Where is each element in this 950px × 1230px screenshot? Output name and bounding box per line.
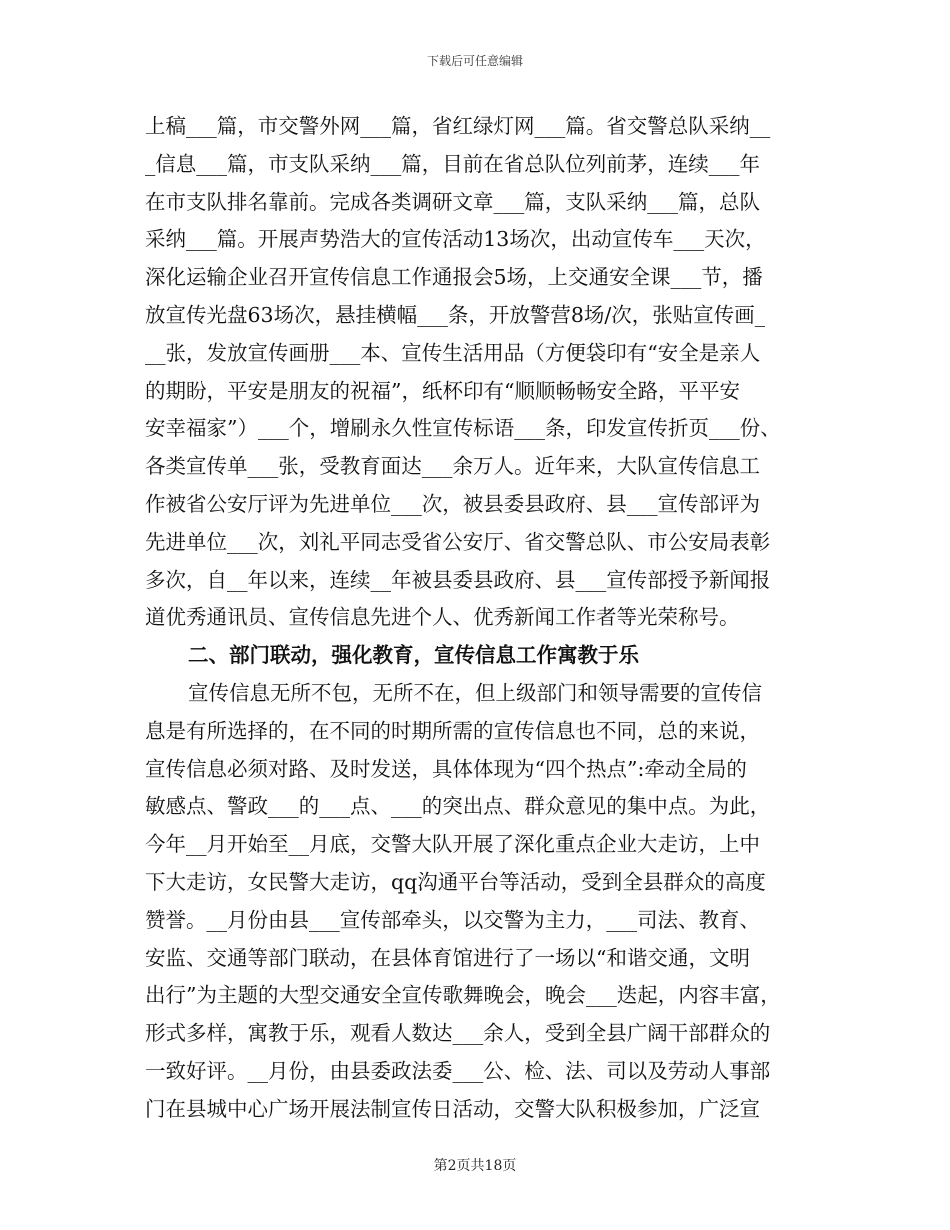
text-line: 各类宣传单___张，受教育面达___余万人。近年来，大队宣传信息工 xyxy=(145,454,760,479)
text-line: 作被省公安厅评为先进单位___次，被县委县政府、县___宣传部评为 xyxy=(145,491,760,516)
text-line: 安监、交通等部门联动，在县体育馆进行了一场以“和谐交通，文明 xyxy=(145,945,750,970)
text-line: 下大走访，女民警大走访，qq沟通平台等活动，受到全县群众的高度 xyxy=(145,869,766,894)
text-line: _信息___篇，市支队采纳___篇，目前在省总队位列前茅，连续___年 xyxy=(145,151,760,176)
section-heading: 二、部门联动，强化教育，宣传信息工作寓教于乐 xyxy=(188,643,639,668)
page-header: 下载后可任意编辑 xyxy=(426,54,523,68)
text-line: 安幸福家”）___个，增刷永久性宣传标语___条，印发宣传折页___份、 xyxy=(145,416,781,441)
text-line: 在市支队排名靠前。完成各类调研文章___篇，支队采纳___篇，总队 xyxy=(145,189,760,214)
text-line: 的期盼，平安是朋友的祝福”，纸杯印有“顺顺畅畅安全路，平平安 xyxy=(145,378,740,403)
text-line: 先进单位___次，刘礼平同志受省公安厅、省交警总队、市公安局表彰 xyxy=(145,529,771,554)
text-line: 道优秀通讯员、宣传信息先进个人、优秀新闻工作者等光荣称号。 xyxy=(145,605,740,630)
text-line: 息是有所选择的，在不同的时期所需的宣传信息也不同，总的来说， xyxy=(145,718,760,743)
text-line: 出行”为主题的大型交通安全宣传歌舞晚会，晚会___迭起，内容丰富， xyxy=(145,983,781,1008)
text-line: 赞誉。__月份由县___宣传部牵头，以交警为主力，___司法、教育、 xyxy=(145,907,760,932)
text-line: 放宣传光盘63场次，悬挂横幅___条，开放警营8场/次，张贴宣传画_ xyxy=(145,302,766,327)
text-line: 宣传信息无所不包，无所不在，但上级部门和领导需要的宣传信 xyxy=(188,680,762,705)
text-line: 敏感点、警政___的___点、___的突出点、群众意见的集中点。为此， xyxy=(145,794,771,819)
text-line: __张，发放宣传画册___本、宣传生活用品（方便袋印有“安全是亲人 xyxy=(145,340,761,365)
text-line: 今年__月开始至__月底，交警大队开展了深化重点企业大走访，上中 xyxy=(145,832,760,857)
text-line: 宣传信息必须对路、及时发送，具体体现为“四个热点”:牵动全局的 xyxy=(145,756,747,781)
text-line: 门在县城中心广场开展法制宣传日活动，交警大队积极参加，广泛宣 xyxy=(145,1096,760,1121)
paragraph-2 xyxy=(145,675,805,1129)
text-line: 一致好评。__月份，由县委政法委___公、检、法、司以及劳动人事部 xyxy=(145,1058,771,1083)
text-line: 多次，自__年以来，连续__年被县委县政府、县___宣传部授予新闻报 xyxy=(145,567,771,592)
page-footer: 第2页共18页 xyxy=(433,1158,517,1174)
text-line: 形式多样，寓教于乐，观看人数达___余人，受到全县广阔干部群众的 xyxy=(145,1021,771,1046)
document-body xyxy=(145,108,805,1129)
text-line: 上稿___篇，市交警外网___篇，省红绿灯网___篇。省交警总队采纳__ xyxy=(145,114,771,138)
paragraph-1 xyxy=(145,108,805,637)
text-line: 采纳___篇。开展声势浩大的宣传活动13场次，出动宣传车___天次， xyxy=(145,227,766,252)
text-line: 深化运输企业召开宣传信息工作通报会5场，上交通安全课___节，播 xyxy=(145,265,763,290)
